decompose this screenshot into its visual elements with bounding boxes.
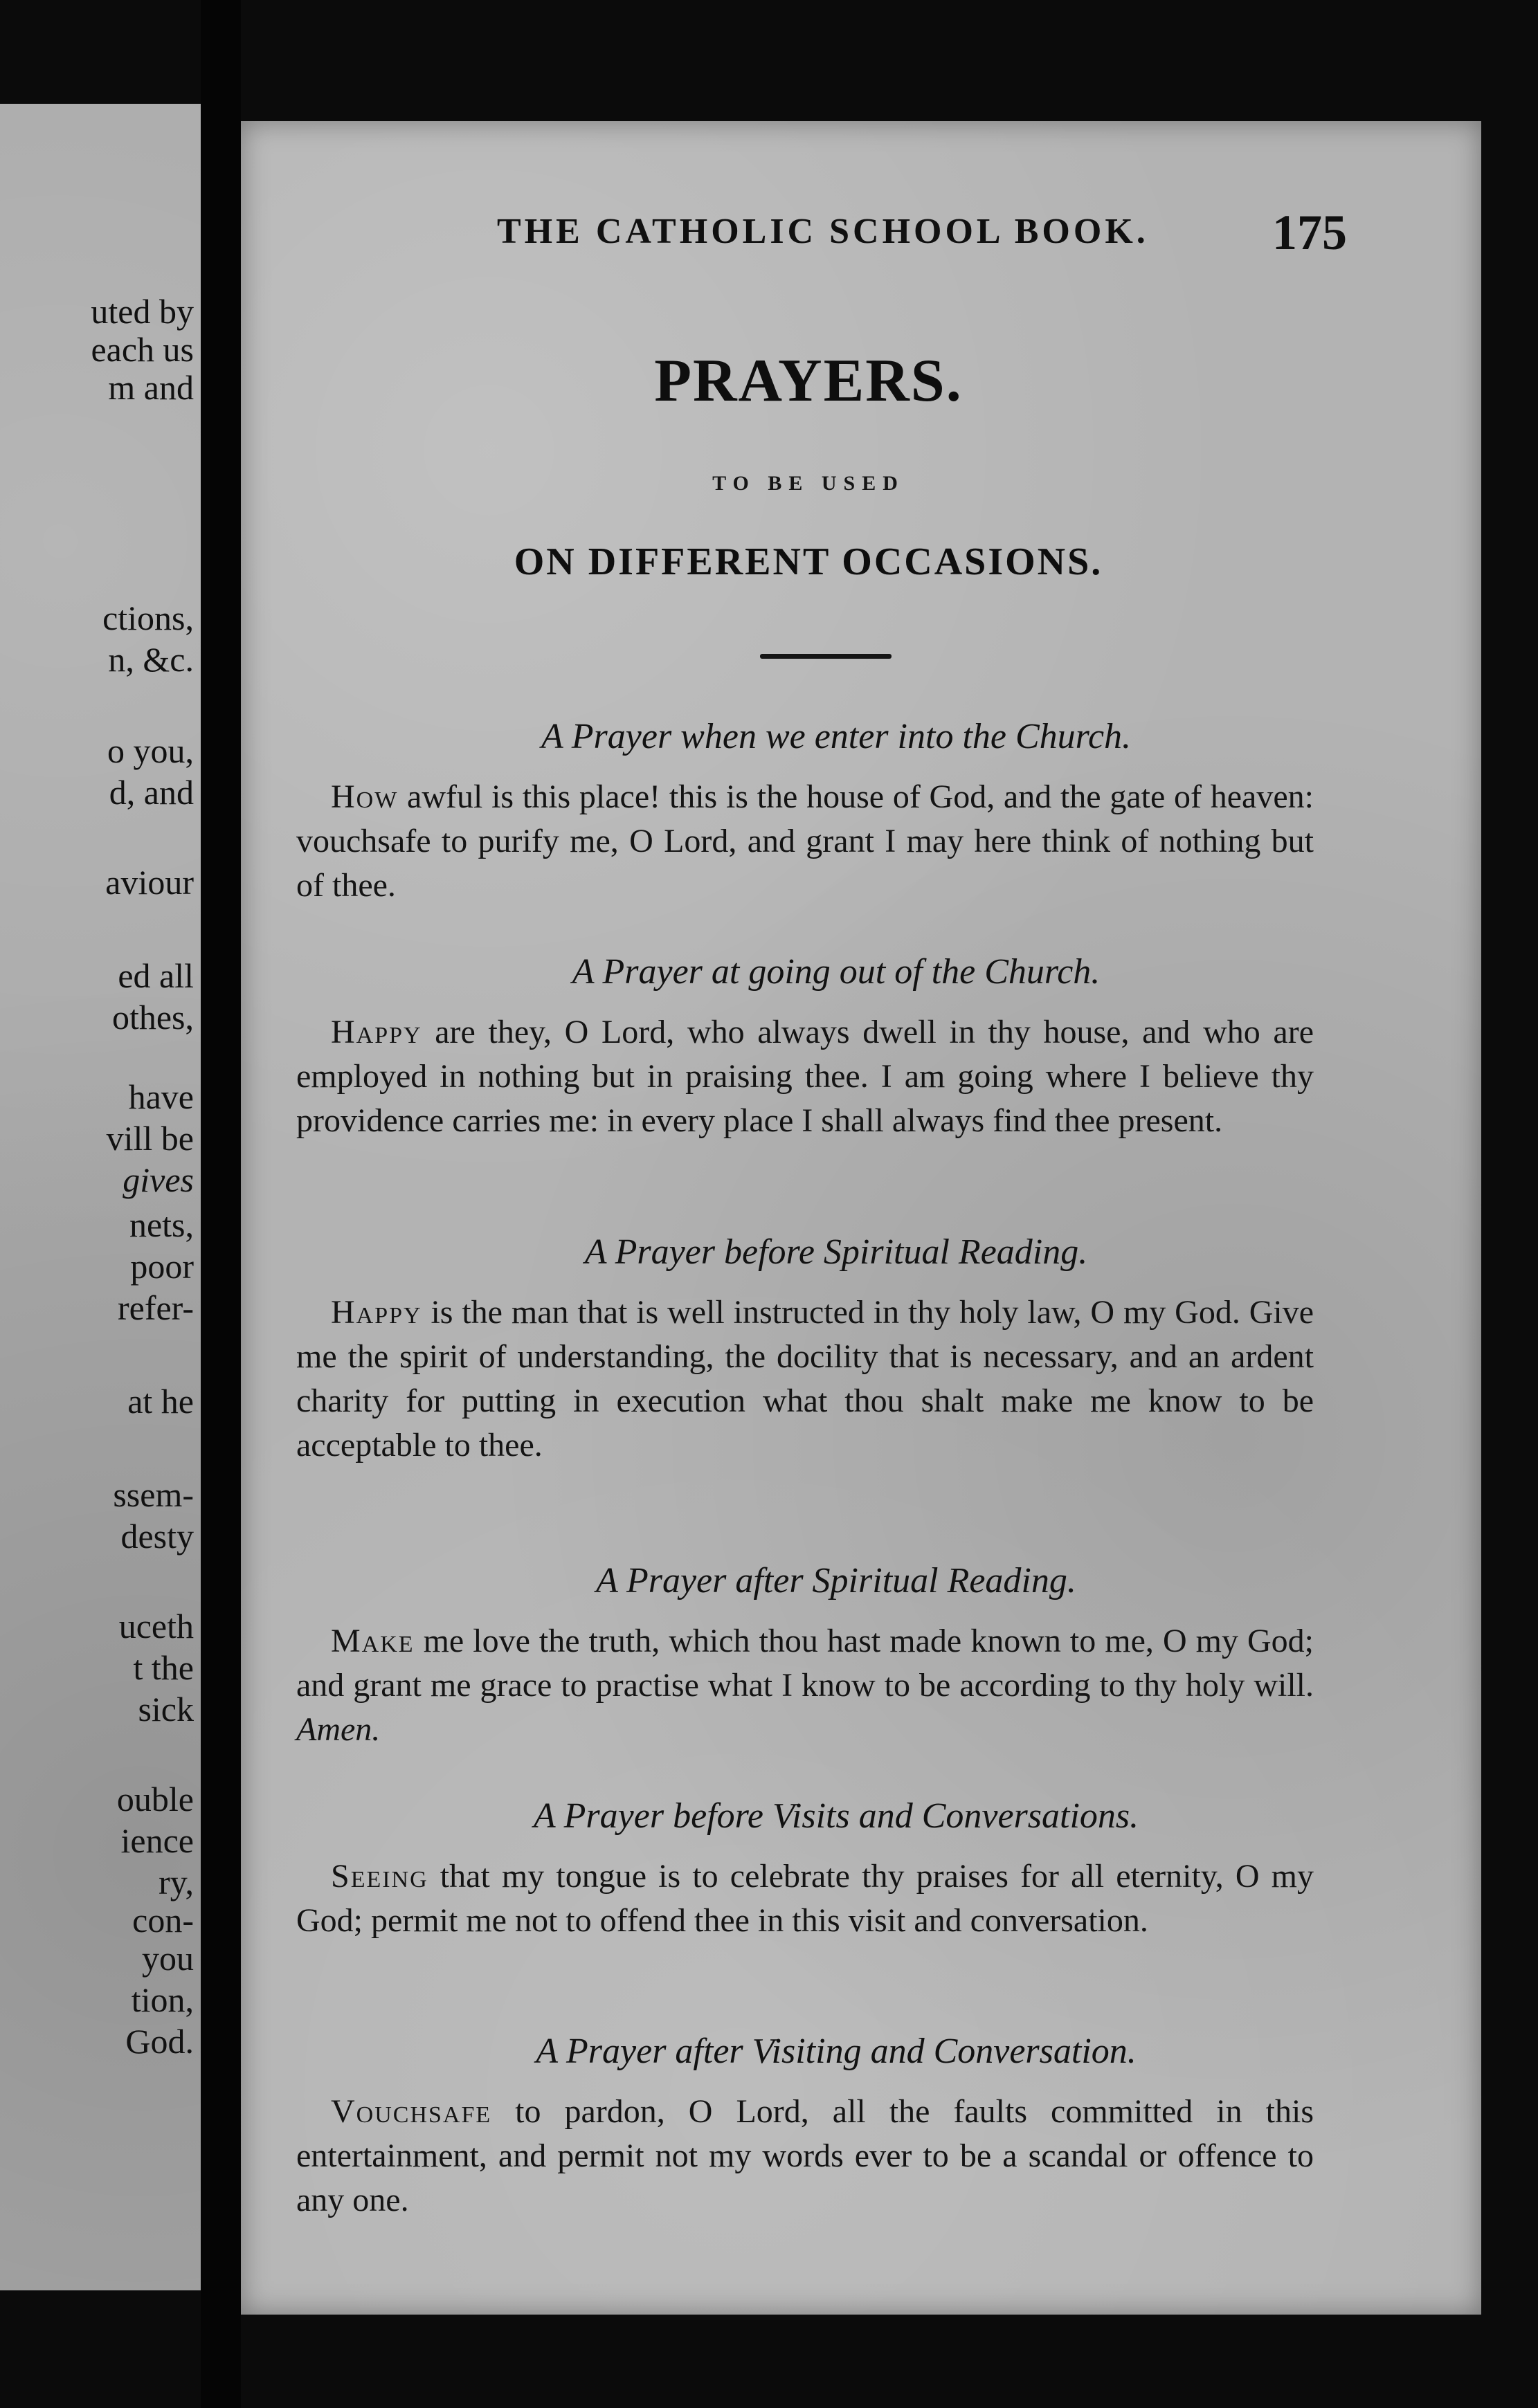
prayer-text [296,1619,1314,1752]
left-page-line: d, and [109,773,194,812]
prayer-text [296,2090,1314,2223]
prayer-title: A Prayer after Spiritual Reading. [596,1561,1076,1600]
prayer-lead-word: Vouchsafe [331,2093,492,2130]
left-page-line: ssem- [113,1475,194,1514]
left-page-line: ry, [159,1863,194,1901]
divider-rule [760,654,892,659]
prayer-lead-word: Make [331,1623,415,1659]
prayer-lead-word: Happy [331,1294,422,1331]
left-page-line: n, &c. [108,640,194,679]
left-page-line: desty [120,1517,194,1556]
prayer-text [296,775,1314,908]
prayer-body-text: awful is this place! this is the house of God, and the gate of heaven: vouchsafe to purify me, O Lord, and grant I may here think of nothing but of thee. [296,778,1314,904]
running-head: THE CATHOLIC SCHOOL BOOK. [497,212,1149,251]
left-page-line: con- [132,1901,194,1940]
left-page-line: ience [120,1821,194,1860]
left-page-line: othes, [111,998,194,1037]
prayer-title: A Prayer before Spiritual Reading. [584,1232,1088,1272]
left-page-line: ed all [118,956,194,995]
page-number: 175 [1272,205,1347,260]
left-page-line: t the [133,1648,194,1687]
left-page-line: you [142,1939,194,1978]
prayer-title: A Prayer at going out of the Church. [572,952,1101,992]
left-page-line: uceth [118,1607,194,1645]
prayer-lead-word: Happy [331,1014,422,1050]
left-page-line: have [128,1077,194,1116]
left-page-line: each us [91,330,194,369]
prayer-amen: Amen. [296,1711,381,1748]
page-title: PRAYERS. [654,347,963,414]
left-page-line: at he [127,1382,194,1421]
prayer-title: A Prayer after Visiting and Conversation. [536,2032,1137,2071]
prayer-body-text: that my tongue is to celebrate thy praises for all eternity, O my God; permit me not to offend thee in this visit and conversation. [296,1858,1314,1939]
left-page-line: poor [130,1247,194,1286]
left-page-line: o you, [107,731,194,770]
left-page-line: God. [125,2022,194,2061]
prayer-title: A Prayer before Visits and Conversations. [533,1796,1139,1836]
left-page-line: m and [108,368,194,407]
left-page-line: vill be [106,1119,194,1158]
left-page-line: nets, [129,1205,194,1244]
left-page-line: refer- [118,1288,194,1327]
left-page-line: uted by [91,292,194,331]
book-page [241,121,1481,2315]
prayer-text [296,1854,1314,1943]
left-page-line: aviour [105,863,194,902]
left-page-line: gives [123,1160,194,1199]
page-heading: ON DIFFERENT OCCASIONS. [514,540,1103,583]
book-gutter [201,0,241,2408]
prayer-title: A Prayer when we enter into the Church. [541,717,1132,756]
page-subtitle: TO BE USED [712,472,905,495]
left-facing-page [0,104,201,2290]
prayer-text [296,1290,1314,1468]
left-page-line: ctions, [102,599,194,637]
prayer-body-text: to pardon, O Lord, all the faults committed in this entertainment, and permit not my words ever to be a scandal or offence to any one. [296,2093,1314,2218]
prayer-lead-word: Seeing [331,1858,428,1895]
prayer-body-text: is the man that is well instructed in thy holy law, O my God. Give me the spirit of understanding, the docility that is necessary, and an ardent charity for putting in execution what thou shalt make me know to be acceptable to thee. [296,1294,1314,1463]
prayer-text [296,1010,1314,1143]
prayer-body-text: me love the truth, which thou hast made known to me, O my God; and grant me grace to practise what I know to be according to thy holy will. [296,1623,1314,1704]
left-page-line: sick [138,1690,194,1729]
prayer-lead-word: How [331,778,399,815]
left-page-line: ouble [116,1780,194,1818]
left-page-line: tion, [131,1980,194,2019]
prayer-body-text: are they, O Lord, who always dwell in thy house, and who are employed in nothing but in praising thee. I am going where I believe thy providence carries me: in every place I shall always find thee present. [296,1014,1314,1139]
